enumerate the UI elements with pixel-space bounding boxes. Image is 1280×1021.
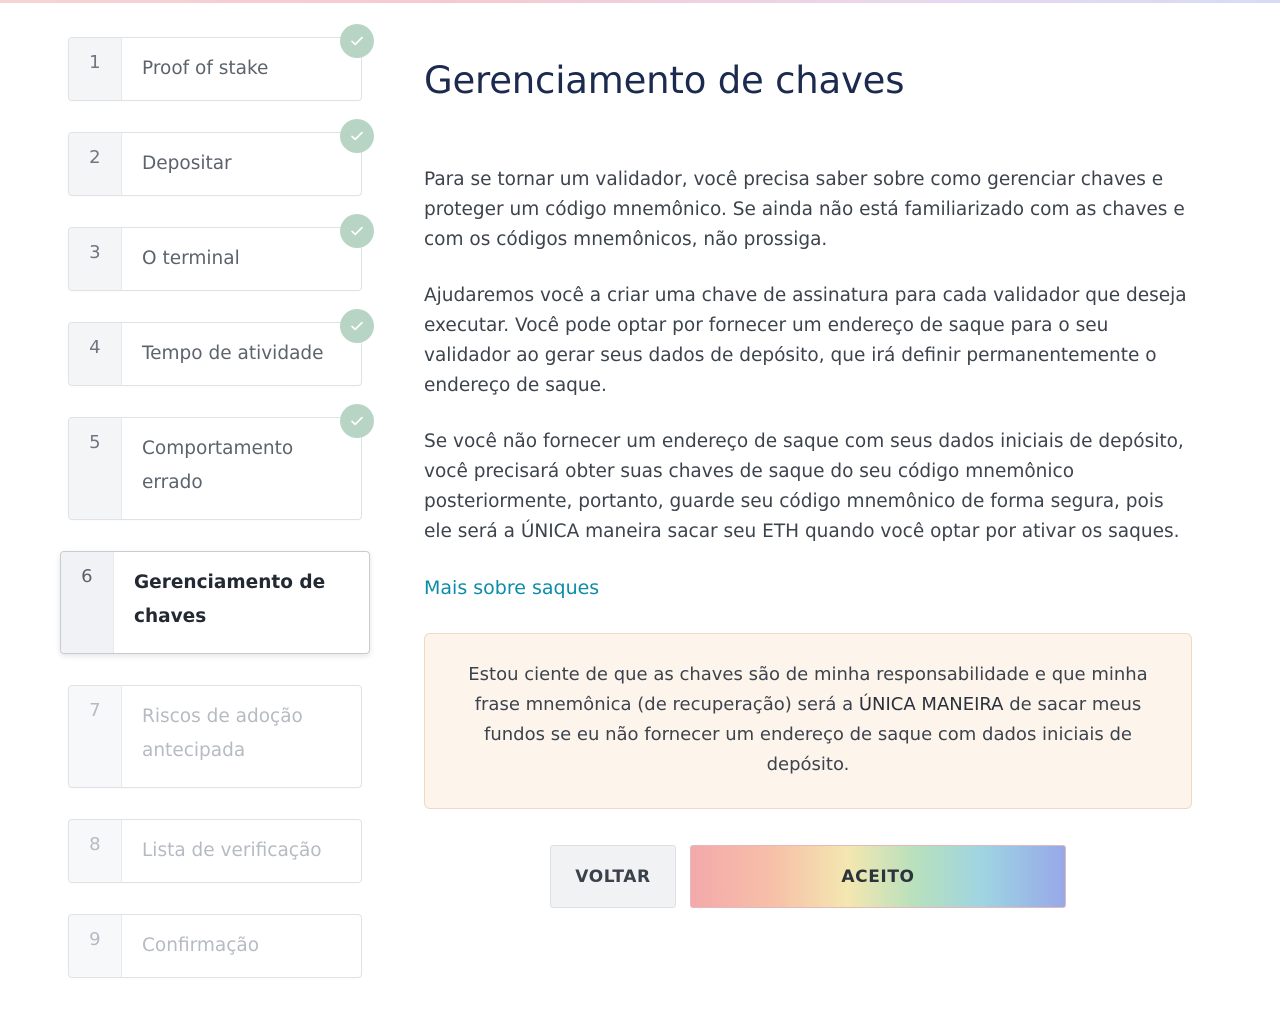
sidebar-item-lista-de-verificacao[interactable] [68, 819, 362, 883]
step-label: O terminal [142, 248, 240, 269]
sidebar-item-riscos-de-adocao-antecipada[interactable] [68, 685, 362, 788]
sidebar-item-tempo-de-atividade[interactable] [68, 322, 362, 386]
page-title: Gerenciamento de chaves [424, 59, 905, 102]
step-number: 8 [69, 820, 122, 882]
more-about-withdrawals-link[interactable]: Mais sobre saques [424, 577, 600, 600]
step-label: Riscos de adoção antecipada [142, 706, 303, 761]
step-label: Tempo de atividade [142, 343, 324, 364]
sidebar-item-o-terminal[interactable] [68, 227, 362, 291]
step-label: Gerenciamento de chaves [134, 572, 326, 627]
step-number: 5 [69, 418, 122, 519]
step-label: Proof of stake [142, 58, 269, 79]
workflow-stepper [0, 3, 394, 1009]
step-number: 1 [69, 38, 122, 100]
step-number: 9 [69, 915, 122, 977]
check-circle-icon [340, 119, 374, 153]
step-label: Depositar [142, 153, 232, 174]
step-number: 6 [61, 552, 114, 653]
check-circle-icon [340, 24, 374, 58]
step-number: 7 [69, 686, 122, 787]
main-content [394, 3, 1254, 908]
sidebar-item-confirmacao[interactable] [68, 914, 362, 978]
body-paragraph-3: Se você não fornecer um endereço de saque com seus dados iniciais de depósito, você precisará obter suas chaves de saque do seu código mnemônico posteriormente, portanto, guarde seu código mnemônico de forma segura, pois ele será a ÚNICA maneira sacar seu ETH quando você optar por ativar os saques. [424, 431, 1184, 543]
action-buttons [424, 845, 1192, 908]
step-number: 3 [69, 228, 122, 290]
step-label: Comportamento errado [142, 438, 294, 493]
acknowledgement-text-before: Estou ciente de que as chaves são de minha responsabilidade e que minha frase mnemônica (de recuperação) será a [468, 664, 1148, 716]
check-circle-icon [340, 404, 374, 438]
sidebar-item-comportamento-errado[interactable] [68, 417, 362, 520]
sidebar-item-gerenciamento-de-chaves[interactable] [60, 551, 370, 654]
body-paragraph-2: Ajudaremos você a criar uma chave de assinatura para cada validador que deseja executar. Você pode optar por fornecer um endereço de saque para o seu validador ao gerar seus dados de depósito, que irá definir permanentemente o endereço de saque. [424, 285, 1187, 397]
sidebar-item-proof-of-stake[interactable] [68, 37, 362, 101]
check-circle-icon [340, 309, 374, 343]
acknowledgement-notice [424, 633, 1192, 809]
sidebar-item-depositar[interactable] [68, 132, 362, 196]
acknowledgement-text [459, 660, 1157, 780]
acknowledgement-emphasis: ÚNICA MANEIRA [858, 694, 1004, 716]
acknowledgement-text-after: de sacar meus fundos se eu não fornecer um endereço de saque com dados iniciais de depósito. [484, 694, 1142, 776]
back-button[interactable]: VOLTAR [550, 845, 676, 908]
step-label: Confirmação [142, 935, 260, 956]
body-paragraph-1: Para se tornar um validador, você precisa saber sobre como gerenciar chaves e proteger um código mnemônico. Se ainda não está familiarizado com as chaves e com os códigos mnemônicos, não prossiga. [424, 169, 1185, 251]
step-number: 4 [69, 323, 122, 385]
check-circle-icon [340, 214, 374, 248]
step-number: 2 [69, 133, 122, 195]
step-label: Lista de verificação [142, 840, 322, 861]
accept-button[interactable]: ACEITO [690, 845, 1066, 908]
